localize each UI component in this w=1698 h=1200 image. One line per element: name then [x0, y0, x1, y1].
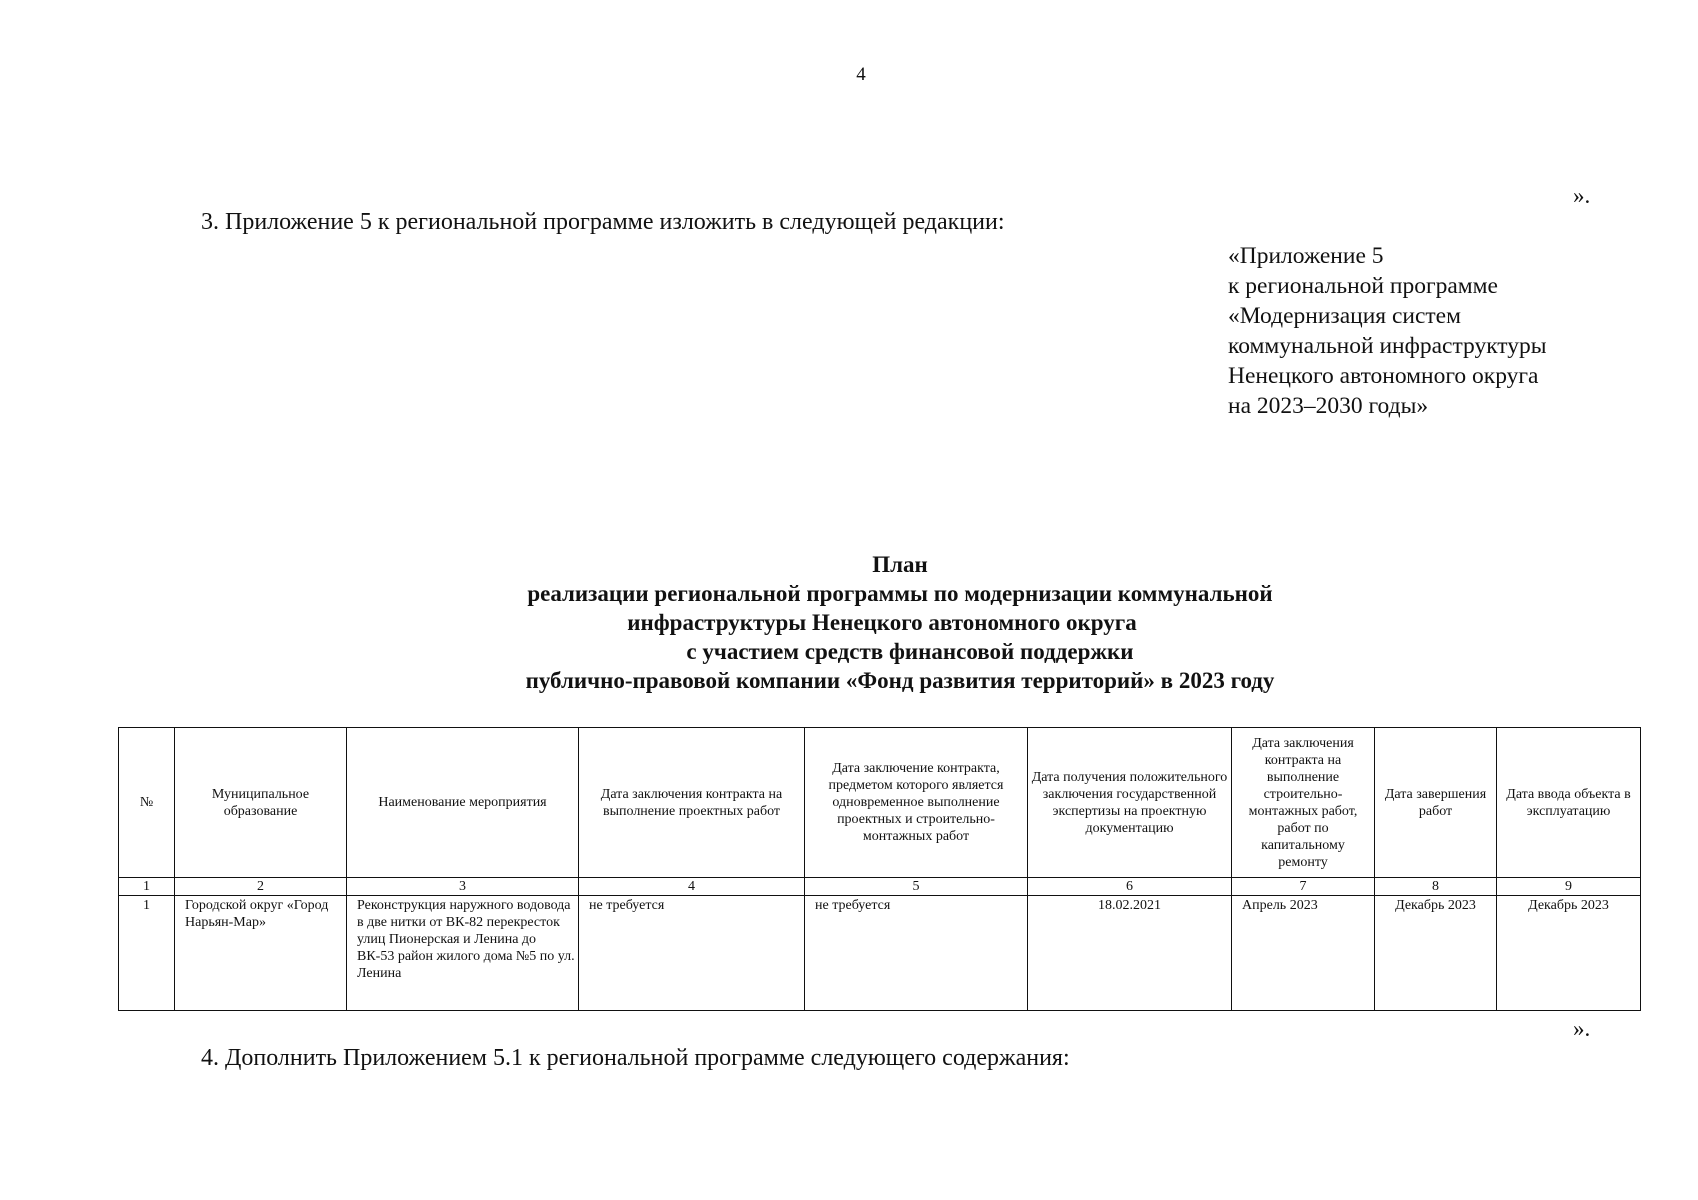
plan-title-line: публично-правовой компании «Фонд развития территорий» в 2023 году: [525, 668, 1275, 693]
header-municipality: Муниципальное образование: [175, 728, 347, 878]
column-number: 3: [347, 878, 579, 896]
cell-completion: Декабрь 2023: [1375, 896, 1497, 1011]
appendix-heading-line: Ненецкого автономного округа: [1228, 363, 1539, 389]
header-expertise-date: Дата получения положительного заключения государственной экспертизы на проектную документацию: [1028, 728, 1232, 878]
column-number: 8: [1375, 878, 1497, 896]
column-number-row: [119, 878, 1641, 896]
header-commissioning: Дата ввода объекта в эксплуатацию: [1497, 728, 1641, 878]
plan-title-line: инфраструктуры Ненецкого автономного округа: [627, 610, 1137, 635]
cell-activity: Реконструкция наружного водовода в две нитки от ВК-82 перекресток улиц Пионерская и Ленина до ВК-53 район жилого дома №5 по ул. Ленина: [347, 896, 579, 1011]
cell-number: 1: [119, 896, 175, 1011]
column-number: 9: [1497, 878, 1641, 896]
closing-quote: ».: [1573, 183, 1591, 208]
appendix-heading-line: «Приложение 5: [1228, 243, 1384, 269]
column-number: 7: [1232, 878, 1375, 896]
plan-title-line: План: [872, 552, 928, 577]
plan-table: [118, 727, 1641, 1011]
paragraph-3: 3. Приложение 5 к региональной программе изложить в следующей редакции:: [201, 209, 1005, 235]
page-number: 4: [856, 64, 866, 85]
column-number: 2: [175, 878, 347, 896]
cell-combined-contract: не требуется: [805, 896, 1028, 1011]
closing-quote: ».: [1573, 1016, 1591, 1041]
appendix-heading-line: на 2023–2030 годы»: [1228, 393, 1429, 419]
header-construction-contract: Дата заключения контракта на выполнение строительно-монтажных работ, работ по капитальному ремонту: [1232, 728, 1375, 878]
appendix-heading-line: коммунальной инфраструктуры: [1228, 333, 1547, 359]
table-row: [119, 896, 1641, 1011]
appendix-heading-line: к региональной программе: [1228, 273, 1498, 299]
column-number: 1: [119, 878, 175, 896]
paragraph-4: 4. Дополнить Приложением 5.1 к региональной программе следующего содержания:: [201, 1045, 1070, 1071]
header-number: №: [119, 728, 175, 878]
cell-commissioning: Декабрь 2023: [1497, 896, 1641, 1011]
plan-title-line: с участием средств финансовой поддержки: [686, 639, 1134, 664]
plan-title: [360, 550, 1440, 695]
cell-construction-contract: Апрель 2023: [1232, 896, 1375, 1011]
appendix-heading-line: «Модернизация систем: [1228, 303, 1461, 329]
plan-title-line: реализации региональной программы по модернизации коммунальной: [527, 581, 1273, 606]
header-combined-contract: Дата заключение контракта, предметом которого является одновременное выполнение проектных и строительно-монтажных работ: [805, 728, 1028, 878]
header-design-contract: Дата заключения контракта на выполнение проектных работ: [579, 728, 805, 878]
column-number: 5: [805, 878, 1028, 896]
header-activity: Наименование мероприятия: [347, 728, 579, 878]
cell-municipality: Городской округ «Город Нарьян-Мар»: [175, 896, 347, 1011]
header-completion: Дата завершения работ: [1375, 728, 1497, 878]
column-number: 6: [1028, 878, 1232, 896]
column-number: 4: [579, 878, 805, 896]
cell-design-contract: не требуется: [579, 896, 805, 1011]
cell-expertise-date: 18.02.2021: [1028, 896, 1232, 1011]
appendix-heading: [1228, 241, 1547, 421]
